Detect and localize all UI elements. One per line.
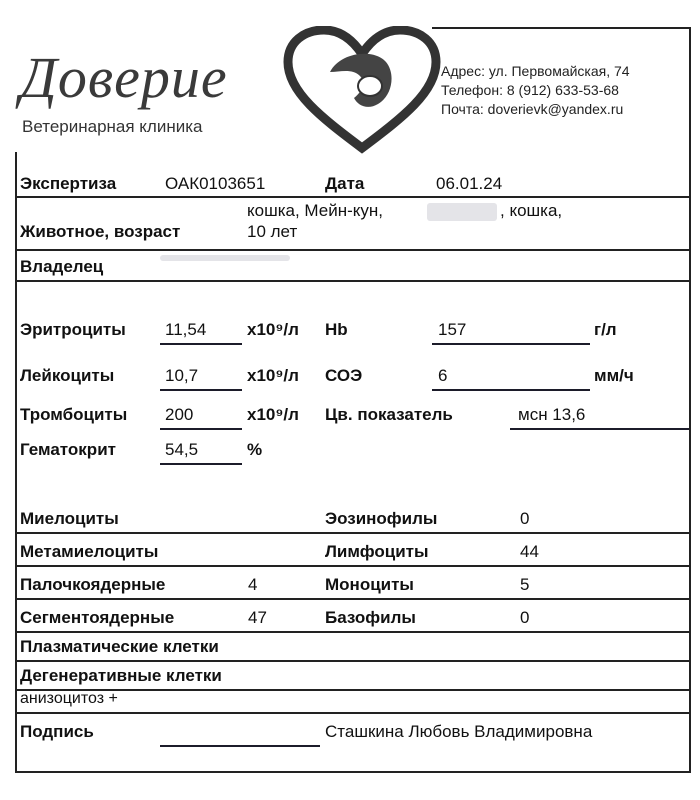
clinic-phone: Телефон: 8 (912) 633-53-68 [441, 82, 619, 98]
animal-age-label: Животное, возраст [20, 222, 181, 241]
esr-value: 6 [438, 366, 448, 385]
hct-value: 54,5 [165, 440, 199, 459]
lymphocytes-label: Лимфоциты [325, 542, 429, 561]
animal-line1-tail: , кошка, [500, 201, 563, 220]
segmented-neutrophils-label: Сегментоядерные [20, 608, 175, 627]
owner-label: Владелец [20, 257, 104, 276]
color-index-label: Цв. показатель [325, 405, 453, 424]
degenerative-cells-label: Дегенеративные клетки [20, 666, 222, 685]
color-index-value: мсн 13,6 [518, 405, 586, 424]
hct-underline [160, 463, 242, 465]
clinic-email: Почта: doverievk@yandex.ru [441, 101, 624, 117]
wbc-unit: x10⁹/л [247, 366, 299, 385]
signature-label: Подпись [20, 722, 94, 741]
signature-name: Сташкина Любовь Владимировна [325, 722, 593, 741]
basophils-value: 0 [520, 608, 530, 627]
bottom-frame-line [15, 771, 691, 773]
segmented-neutrophils-value: 47 [248, 608, 267, 627]
hct-unit: % [247, 440, 263, 459]
plasma-cells-label: Плазматические клетки [20, 637, 219, 656]
monocytes-value: 5 [520, 575, 530, 594]
row-divider [15, 660, 691, 662]
band-neutrophils-label: Палочкоядерные [20, 575, 166, 594]
row-divider [15, 598, 691, 600]
date-label: Дата [325, 174, 365, 193]
plt-unit: x10⁹/л [247, 405, 299, 424]
hct-label: Гематокрит [20, 440, 116, 459]
clinic-address: Адрес: ул. Первомайская, 74 [441, 63, 630, 79]
rbc-label: Эритроциты [20, 320, 126, 339]
date-value: 06.01.24 [436, 174, 503, 193]
plt-underline [160, 428, 242, 430]
wbc-label: Лейкоциты [20, 366, 115, 385]
basophils-label: Базофилы [325, 608, 416, 627]
wbc-value: 10,7 [165, 366, 199, 385]
esr-label: СОЭ [325, 366, 363, 385]
row-divider [15, 565, 691, 567]
remarks-note: анизоцитоз + [20, 690, 118, 707]
plt-value: 200 [165, 405, 194, 424]
eosinophils-value: 0 [520, 509, 530, 528]
rbc-value: 11,54 [165, 320, 207, 339]
metamyelocytes-label: Метамиелоциты [20, 542, 159, 561]
clinic-logo-text: Доверие [20, 45, 228, 110]
esr-underline [432, 389, 590, 391]
eosinophils-label: Эозинофилы [325, 509, 438, 528]
hb-unit: г/л [594, 320, 617, 339]
signature-line [160, 745, 320, 747]
expertise-label: Экспертиза [20, 174, 117, 193]
myelocytes-label: Миелоциты [20, 509, 119, 528]
esr-unit: мм/ч [594, 366, 634, 385]
redacted-owner [160, 255, 290, 261]
left-frame-line [15, 152, 17, 772]
heart-with-pets-icon [282, 26, 442, 154]
rbc-underline [160, 343, 242, 345]
top-frame-line [432, 27, 690, 29]
band-neutrophils-value: 4 [248, 575, 258, 594]
plt-label: Тромбоциты [20, 405, 128, 424]
hb-underline [432, 343, 590, 345]
row-divider [15, 249, 691, 251]
lymphocytes-value: 44 [520, 542, 539, 561]
hb-value: 157 [438, 320, 467, 339]
wbc-underline [160, 389, 242, 391]
color-index-underline [510, 428, 689, 430]
expertise-value: ОАК0103651 [165, 174, 266, 193]
animal-line2: 10 лет [247, 222, 298, 241]
animal-line1: кошка, Мейн-кун, [247, 201, 384, 220]
redacted-name [427, 203, 497, 221]
row-divider [15, 196, 691, 198]
clinic-subtitle: Ветеринарная клиника [22, 117, 203, 136]
rbc-unit: x10⁹/л [247, 320, 299, 339]
hb-label: Hb [325, 320, 348, 339]
row-divider [15, 280, 691, 282]
monocytes-label: Моноциты [325, 575, 414, 594]
row-divider [15, 631, 691, 633]
row-divider [15, 712, 691, 714]
row-divider [15, 532, 691, 534]
